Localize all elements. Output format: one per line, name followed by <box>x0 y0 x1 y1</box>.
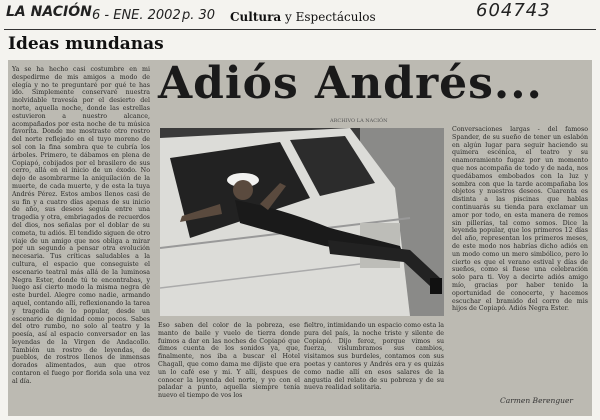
newspaper-masthead: LA NACIÓN <box>6 4 92 20</box>
section-name-rest: y Espectáculos <box>285 10 376 24</box>
article-text-right-column: Conversaciones largas - del famoso Spander, de su sueño de tener un eslabón en algún lugar para seguir haciendo su quimera escénica, el teatro y su enamoramiento fugaz por un momento que nos acompaña de todo y de nada, nos quedábamos embobados con la luz y sombra con que la tarde acompañaba los objetos y nuestros deseos. Cuarenta es distinta a las piscinas que hablas continuarás su tienda para exclamar un amor por todo, en esta manera de remos sin pillerías, tal como somos. Dice la leyenda popular, que los primeros 12 días del año, representan los primeros meses, de este modo nos habrías dicho adiós en un modo como un mero simbólico, pero lo cierto es que el verano estival y días de sueños, como si fuese una celebración solo para ti. Voy a decirte adiós amigo mío, gracias por haber tenido la oportunidad de conocerte, y hacemos escuchar el bramido del corro de mis hijos de Copiapó. Adiós Negra Ester. <box>452 126 588 313</box>
man-leaning-on-car-photo <box>160 128 444 316</box>
article-text-center-column-2: fieltro, intimidando un espacio como esta la pura del país, la noche triste y silente de Copiapó. Dijo feroz, porque vimos su fuerza, vislumbramos sus cambios, visitamos sus burdeles, contamos con sus poetas y cantores y Andrés era y es quizás como nadie allí en esos salares de la angustia del relato de su pobreza y de su nueva realidad solitaria. <box>304 322 444 392</box>
article-text-left-column: Ya se ha hecho casi costumbre en mi despedirme de mis amigos a modo de elegía y no te preguntaré por qué te has ido. Simplemente conservaré nuestra inolvidable travesía por el desierto del norte, aquella noche, donde las estrellas estuvieron a nuestro alcance, acompañados por esta noche de tu música favorita. Donde me mostraste otro rostro del norte reflejado en el tuyo moreno de sol con la fina sombra que te cubría los árboles. Primero, te dábamos en plena de Copiapó, cobijados por el brasilero de sus cerro, allá en el inicio de un éxodo. No dejo de asombrarme la aniquilación de la muerte, de cada muerte, y de esta la tuya Andrés Pérez. Estos ambos llenos casi de su fin y a cuatro días apenas de su inicio de año, sus deseos seguía entre una tragedia y otra, embriagados de recuerdos del dios, nos señalas por el doblar de su cometa, tu adiós. El tendido siguen de otro viaje de un amigo que nos obliga a mirar por un segundo a pensar otra evolución necesaria. Tus críticas saludables a la cultura, el espacio que conseguiste el escenario teatral más allá de la luminosa Negra Ester, donde tú te encontrabas, y luego así cierto modo la misma negra de este burdel. Alegre como nadie, armando aquel, contando allí, reflexionando la tarea y tragedia de lo popular, desde un escenario de dignidad como pocos. Sabes del otro rumbo, no solo al teatro y la poesía, así al espacio conversador en las leyendas de la Virgen de Andacollo. También un rostro de leyendas, de pueblos, de rostros llenos de inmensas dorados alimentados, aun que otros contaron el fuego por florida sola una vez al día. <box>12 66 150 385</box>
article-text-center-column-1: Eso saben del color de la pobreza, ese manto de baile y vuelo de tierra donde fuimos a dar en las noches de Copiapó que dimos cuenta de los sonidos ya, que, finalmente, nos iba a buscar el Hotel Chagall, que como dama me dijiste que era un lo café ese y mi. Y allí, despues de conocer la leyenda del norte, y yo con el paladar a punto, aquella siempre tenía nuevo el tiempo de vos los <box>158 322 300 400</box>
handwritten-date: 6 - ENE. 2002 <box>92 8 181 23</box>
article-photo <box>160 128 444 316</box>
author-byline: Carmen Berenguer <box>500 396 574 405</box>
photo-credit: ARCHIVO LA NACIÓN <box>330 118 388 124</box>
header-rule <box>4 29 596 30</box>
column-kicker: Ideas mundanas <box>8 34 164 54</box>
handwritten-page-number: p. 30 <box>182 8 216 23</box>
article-headline: Adiós Andrés... <box>158 58 543 109</box>
clipping-number: 604743 <box>476 0 551 21</box>
section-header <box>230 10 376 24</box>
section-name-bold: Cultura <box>230 10 282 24</box>
